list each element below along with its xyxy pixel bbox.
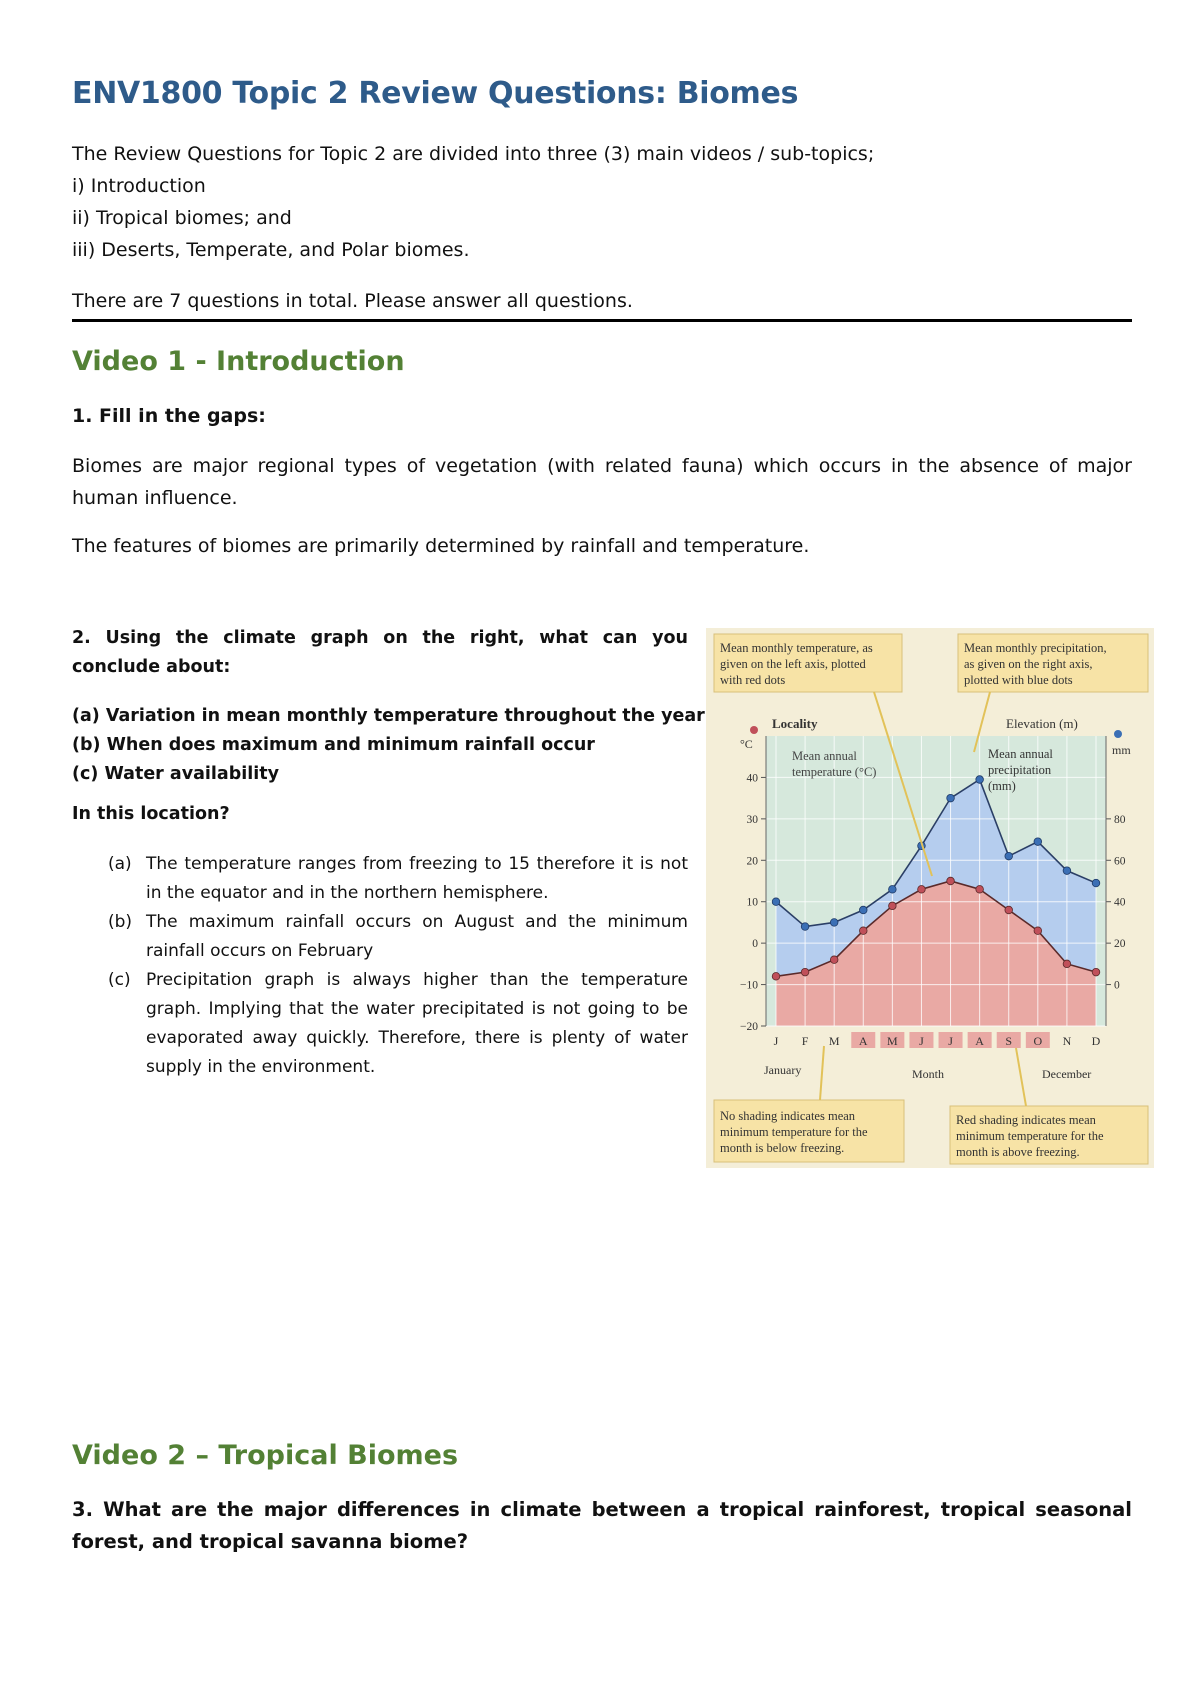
callout-text: Mean monthly precipitation,	[964, 641, 1107, 655]
elevation-label: Elevation (m)	[1006, 716, 1078, 731]
left-unit: °C	[740, 737, 753, 751]
callout-text: month is above freezing.	[956, 1145, 1080, 1159]
intro-item: ii) Tropical biomes; and	[72, 207, 292, 229]
month-tick-label: J	[773, 1034, 779, 1048]
callout-text: Red shading indicates mean	[956, 1113, 1096, 1127]
precipitation-point	[859, 906, 867, 914]
q1-paragraph-1: Biomes are major regional types of vegetation (with related fauna) which occurs in the absence of major human influence.	[72, 455, 1132, 509]
climate-graph-figure	[706, 628, 1154, 1168]
right-tick-label: 40	[1114, 896, 1126, 909]
temperature-point	[1092, 968, 1100, 976]
mean-precip-label: (mm)	[988, 779, 1016, 793]
mean-precip-label: precipitation	[988, 763, 1052, 777]
right-tick-label: 80	[1114, 813, 1126, 826]
precipitation-point	[1063, 867, 1071, 875]
precipitation-point	[830, 919, 838, 927]
left-tick-label: −20	[740, 1021, 758, 1033]
temperature-point	[1063, 960, 1071, 968]
callout-text: minimum temperature for the	[956, 1129, 1104, 1143]
month-tick-label: J	[948, 1034, 953, 1048]
month-tick-label: S	[1005, 1034, 1013, 1048]
temperature-point	[1034, 927, 1042, 935]
q2-part: (b) When does maximum and minimum rainfall occur	[72, 735, 595, 755]
precipitation-point	[1092, 879, 1100, 887]
answer-text: Precipitation graph is always higher than the temperature graph. Implying that the water precipitated is not going to be evaporated away quickly. Therefore, there is plenty of water supply in the environment.	[146, 970, 688, 1077]
intro-item: i) Introduction	[72, 175, 206, 197]
intro-total: There are 7 questions in total. Please answer all questions.	[72, 290, 633, 312]
left-tick-label: 0	[752, 938, 758, 951]
left-tick-label: 10	[746, 896, 758, 909]
left-tick-label: 20	[746, 855, 758, 868]
month-tick-label: M	[887, 1034, 898, 1048]
x-axis-title: Month	[912, 1067, 945, 1081]
precipitation-point	[947, 794, 955, 802]
x-start-label: January	[764, 1063, 802, 1077]
video2-heading: Video 2 – Tropical Biomes	[72, 1440, 459, 1471]
q3-prompt: 3. What are the major differences in climate between a tropical rainforest, tropical seasonal forest, and tropical savanna biome?	[72, 1498, 1132, 1553]
intro-lead: The Review Questions for Topic 2 are divided into three (3) main videos / sub-topics;	[72, 143, 875, 165]
callout-pointer	[820, 1046, 824, 1100]
video1-heading: Video 1 - Introduction	[72, 346, 405, 377]
mean-temp-label: temperature (°C)	[792, 765, 877, 779]
intro-item: iii) Deserts, Temperate, and Polar biomes.	[72, 239, 470, 261]
callout-text: with red dots	[720, 673, 786, 687]
temperature-point	[859, 927, 867, 935]
climate-graph	[706, 628, 1154, 1168]
temperature-point	[947, 877, 955, 885]
temperature-point	[1005, 906, 1013, 914]
month-tick-label: O	[1033, 1034, 1043, 1048]
left-tick-label: 30	[746, 813, 758, 826]
callout-text: as given on the right axis,	[964, 657, 1093, 671]
answer-label: (b)	[108, 912, 133, 932]
right-unit: mm	[1112, 743, 1131, 757]
month-band	[766, 1030, 1106, 1050]
month-tick-label: A	[858, 1034, 868, 1048]
intro-block	[72, 138, 874, 266]
right-tick-label: 60	[1114, 855, 1126, 868]
temperature-point	[830, 956, 838, 964]
month-tick-label: M	[828, 1034, 840, 1048]
q2-in-location: In this location?	[72, 804, 230, 824]
precipitation-point	[976, 776, 984, 784]
q2-answers	[108, 850, 688, 1082]
temperature-point	[889, 902, 897, 910]
callout-text: given on the left axis, plotted	[720, 657, 866, 671]
mean-precip-label: Mean annual	[988, 747, 1053, 761]
precip-legend-dot	[1114, 730, 1122, 738]
divider	[72, 319, 1132, 322]
precipitation-point	[1034, 838, 1042, 846]
page-title: ENV1800 Topic 2 Review Questions: Biomes	[72, 76, 799, 111]
callout-text: minimum temperature for the	[720, 1125, 868, 1139]
precipitation-point	[801, 923, 809, 931]
answer-text: The maximum rainfall occurs on August and the minimum rainfall occurs on February	[146, 912, 688, 961]
answer-label: (c)	[108, 970, 131, 990]
left-tick-label: −10	[740, 979, 758, 992]
q2-prompt: 2. Using the climate graph on the right, what can you conclude about:	[72, 628, 688, 677]
temp-legend-dot	[750, 726, 758, 734]
q1-paragraph-2: The features of biomes are primarily determined by rainfall and temperature.	[72, 535, 810, 557]
month-tick-label: J	[919, 1034, 924, 1048]
month-tick-label: N	[1062, 1034, 1072, 1048]
month-tick-label: D	[1091, 1034, 1101, 1048]
locality-label: Locality	[772, 716, 818, 731]
answer-item	[108, 850, 688, 908]
month-tick-label: A	[975, 1034, 984, 1048]
q1-label: 1. Fill in the gaps:	[72, 405, 266, 427]
callout-pointer	[1016, 1048, 1026, 1106]
q2-part: (c) Water availability	[72, 764, 280, 784]
callout-text: month is below freezing.	[720, 1141, 845, 1155]
x-end-label: December	[1042, 1067, 1092, 1081]
answer-text: The temperature ranges from freezing to 15 therefore it is not in the equator and in the northern hemisphere.	[146, 854, 688, 903]
q2-parts	[72, 702, 705, 789]
right-tick-label: 0	[1114, 979, 1120, 992]
callout-text: No shading indicates mean	[720, 1109, 856, 1123]
temperature-point	[918, 885, 926, 893]
q2-part: (a) Variation in mean monthly temperature throughout the year	[72, 706, 705, 726]
right-tick-label: 20	[1114, 938, 1126, 951]
answer-item	[108, 966, 688, 1082]
temperature-point	[772, 972, 780, 980]
precipitation-point	[1005, 852, 1013, 860]
callout-text: Mean monthly temperature, as	[720, 641, 873, 655]
month-tick-label: F	[801, 1034, 809, 1048]
precipitation-point	[889, 885, 897, 893]
temperature-point	[976, 885, 984, 893]
answer-item	[108, 908, 688, 966]
precipitation-point	[772, 898, 780, 906]
mean-temp-label: Mean annual	[792, 749, 857, 763]
answer-label: (a)	[108, 854, 132, 874]
callout-text: plotted with blue dots	[964, 673, 1073, 687]
left-tick-label: 40	[746, 772, 758, 785]
temperature-point	[801, 968, 809, 976]
